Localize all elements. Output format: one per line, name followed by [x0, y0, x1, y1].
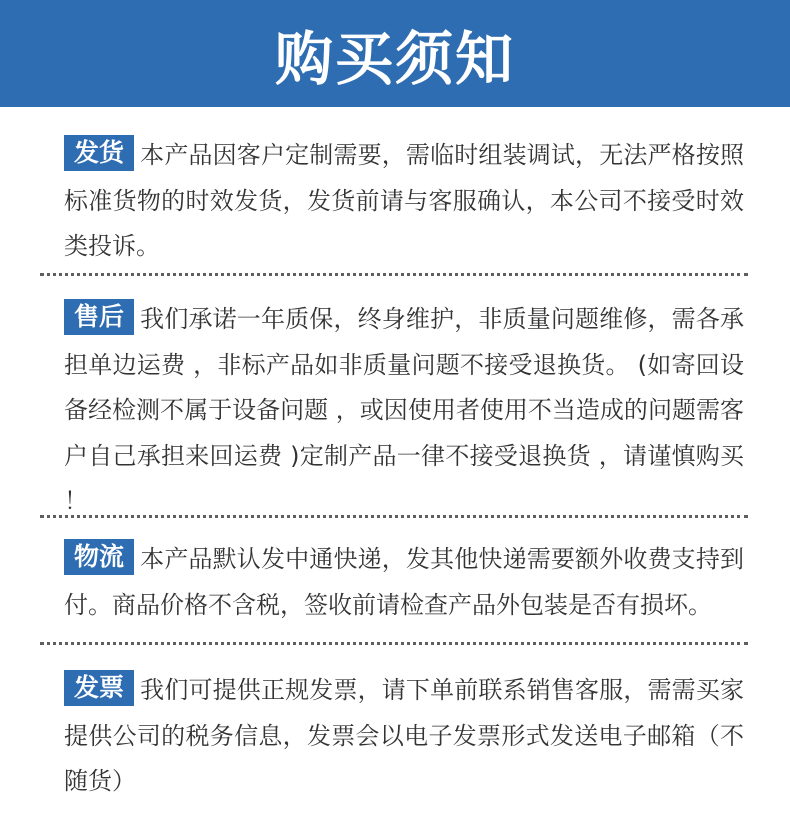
dotted-divider	[40, 515, 748, 518]
tag-logistics: 物流	[64, 539, 134, 575]
page-title: 购买须知	[274, 24, 515, 93]
dotted-divider	[40, 642, 748, 645]
section-shipping	[64, 133, 744, 270]
section-after-sales	[64, 297, 744, 525]
dotted-divider	[40, 273, 748, 276]
header-banner	[0, 0, 790, 107]
section-shipping-text: 本产品因客户定制需要，需临时组装调试，无法严格按照标准货物的时效发货，发货前请与客服确认，本公司不接受时效类投诉。	[64, 141, 744, 260]
section-invoice-text: 我们可提供正规发票，请下单前联系销售客服，需需买家提供公司的税务信息，发票会以电子发票形式发送电子邮箱（不随货）	[64, 676, 744, 795]
section-logistics-text: 本产品默认发中通快递，发其他快递需要额外收费支持到付。商品价格不含税，签收前请检查产品外包装是否有损坏。	[64, 545, 744, 619]
section-logistics	[64, 537, 744, 628]
tag-invoice: 发票	[64, 670, 134, 706]
tag-after-sales: 售后	[64, 299, 134, 335]
section-after-sales-text: 我们承诺一年质保，终身维护，非质量问题维修，需各承担单边运费 ，非标产品如非质量问题不接受退换货。 (如寄回设备经检测不属于设备问题 ，或因使用者使用不当造成的问题需客户自己承担来回运费 )定制产品一律不接受退换货 ，请谨慎购买 ！	[64, 305, 744, 515]
tag-shipping: 发货	[64, 135, 134, 171]
section-invoice	[64, 668, 744, 805]
